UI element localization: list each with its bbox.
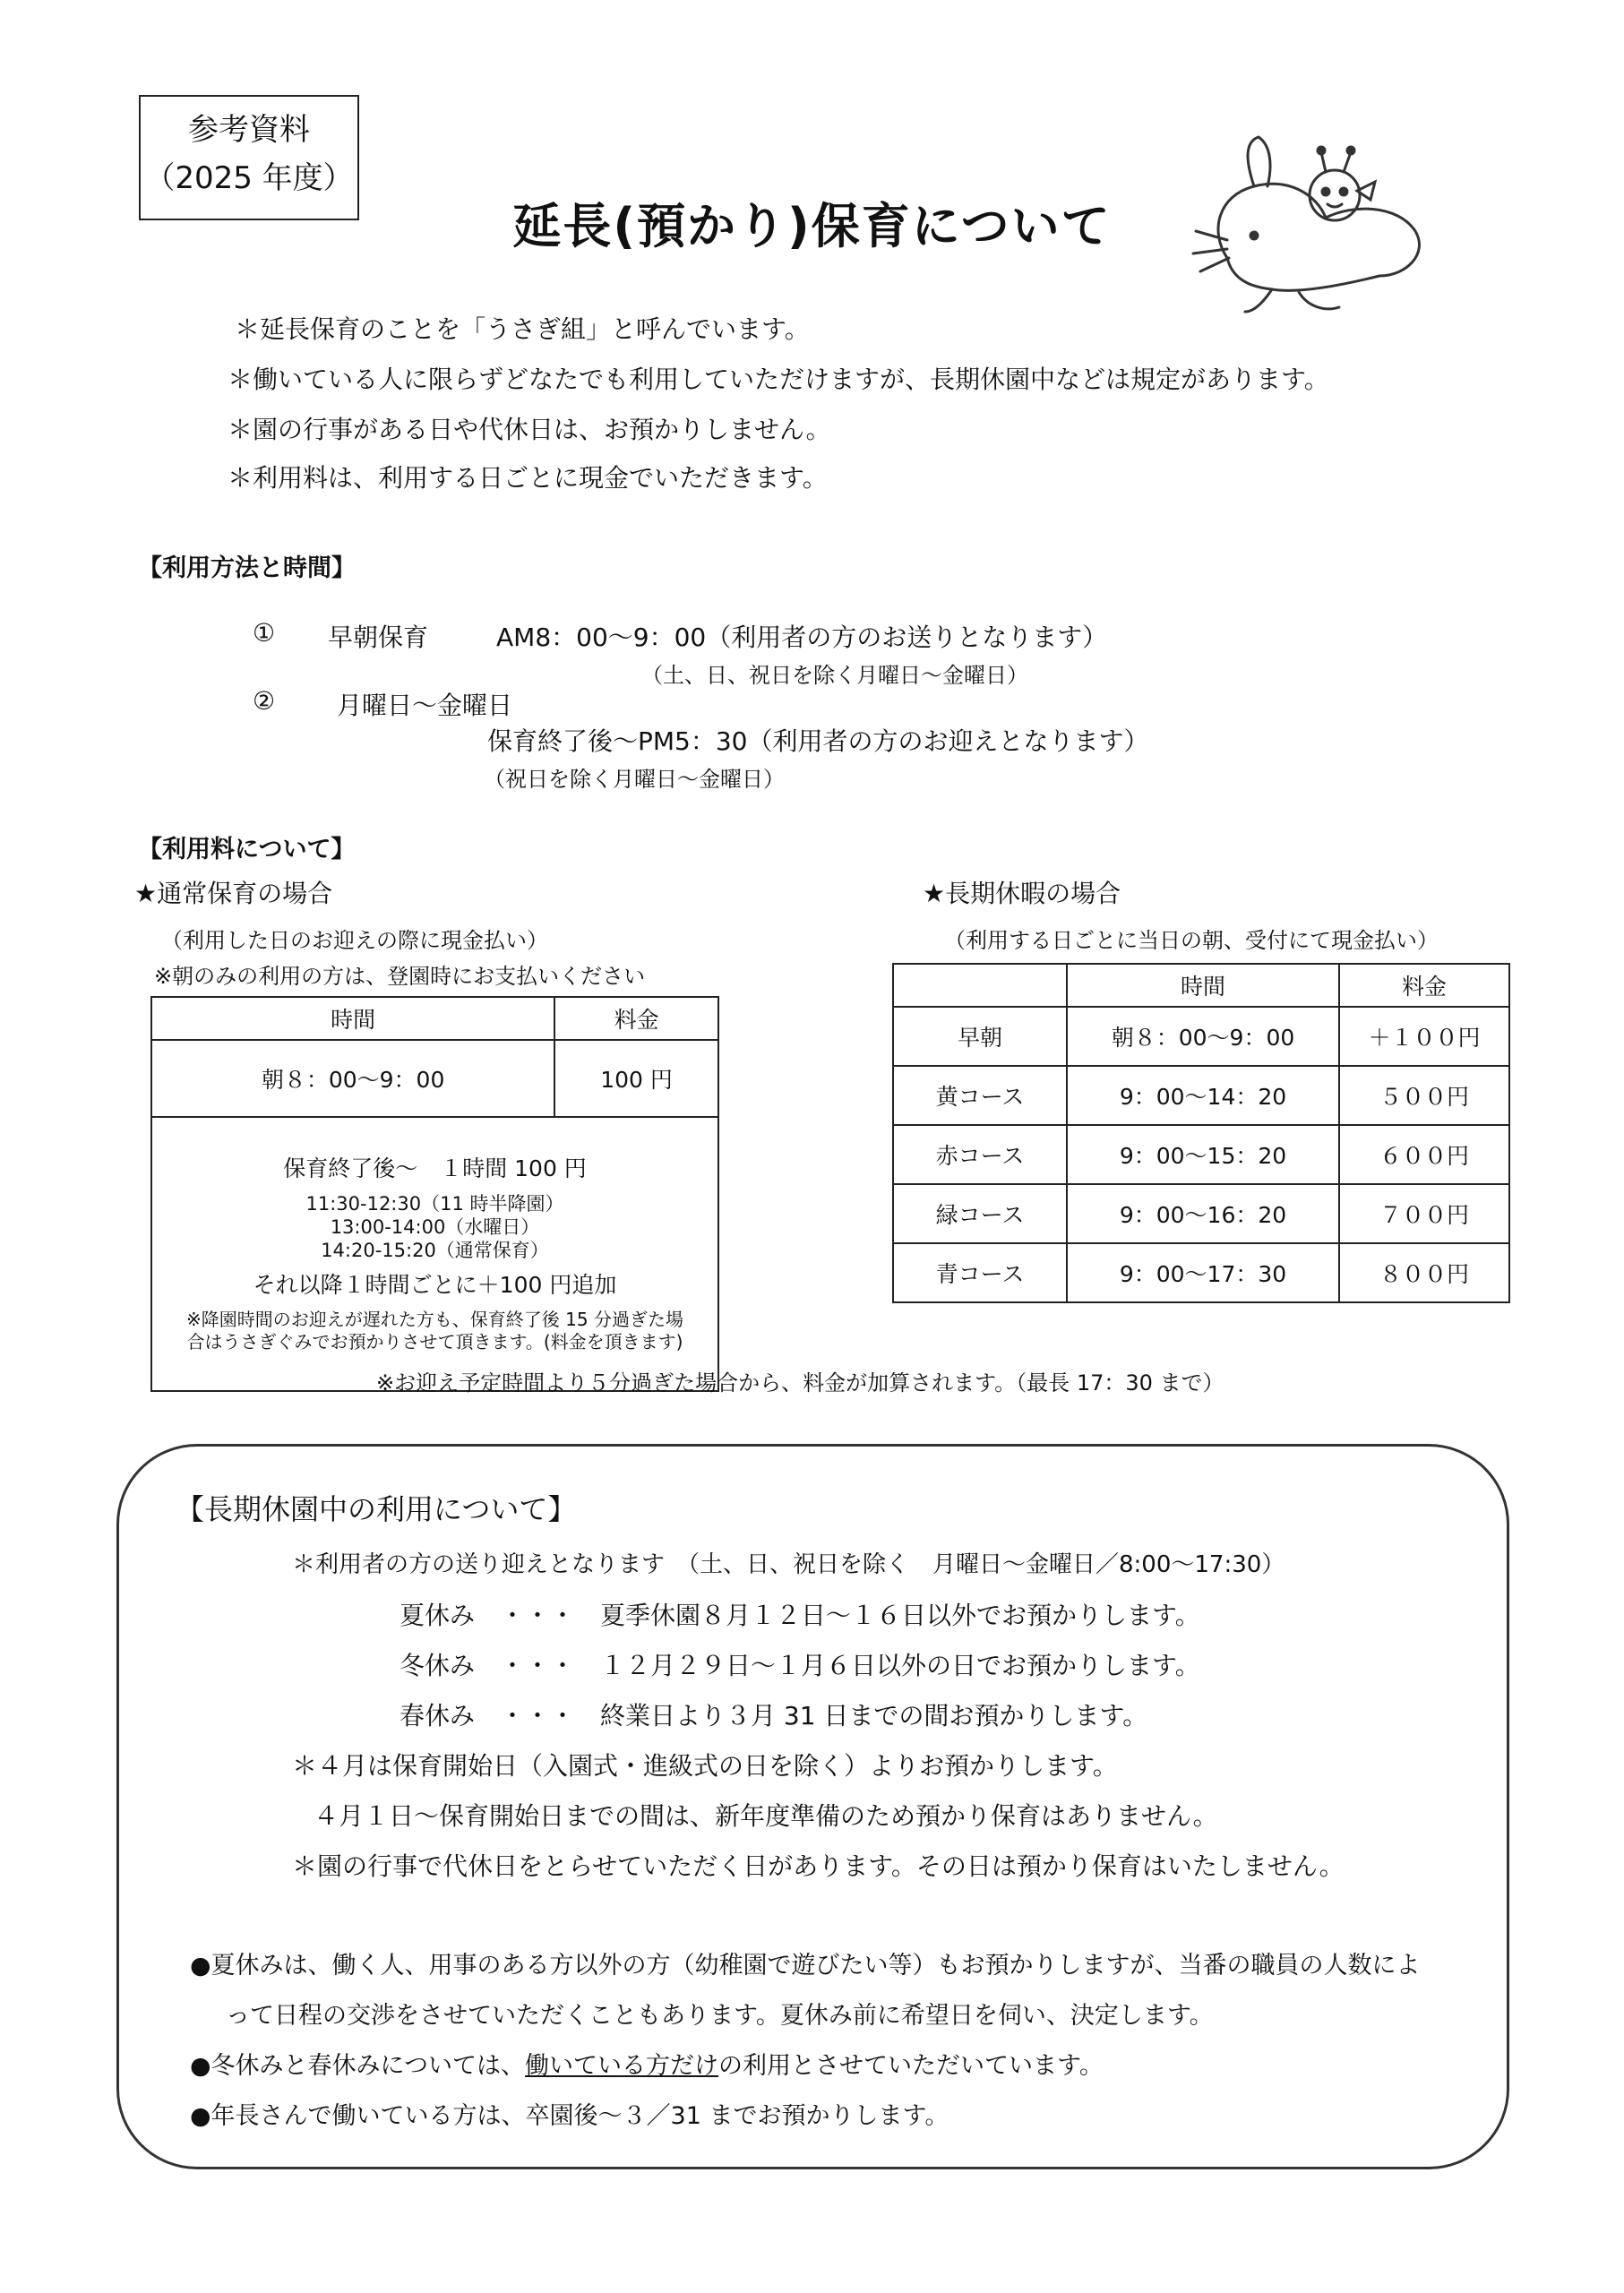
note-4: ＊利用料は、利用する日ごとに現金でいただきます。 (228, 463, 828, 493)
note-1: ＊延長保育のことを「うさぎ組」と呼んでいます。 (235, 314, 810, 344)
course-name: 赤コース (893, 1125, 1067, 1184)
after-hours-slot3: 14:20-15:20（通常保育） (321, 1240, 549, 1262)
table-row (893, 1243, 1509, 1302)
after-hours-rate: 保育終了後～ １時間 100 円 (283, 1155, 587, 1182)
table-row (893, 1125, 1509, 1184)
usage-item2-num: ② (253, 686, 276, 716)
long-fee-sub: （利用する日ごとに当日の朝、受付にて現金払い） (944, 928, 1439, 953)
normal-col-fee: 料金 (554, 997, 718, 1040)
course-time: 9：00～14：20 (1067, 1066, 1339, 1125)
holiday-line1: ＊利用者の方の送り迎えとなります （土、日、祝日を除く 月曜日～金曜日／8:00～17:30） (292, 1551, 1285, 1578)
course-fee: ＋１００円 (1339, 1007, 1509, 1066)
usage-item2-note: （祝日を除く月曜日～金曜日） (484, 767, 785, 792)
holiday-spring: 春休み ・・・ 終業日より３月 31 日までの間お預かりします。 (400, 1701, 1148, 1730)
normal-fee-table (150, 996, 719, 1392)
normal-row1-fee: 100 円 (554, 1040, 718, 1117)
bullet-winter-spring-pre: ●冬休みと春休みについては、 (190, 2052, 526, 2080)
usage-item1-time: AM8：00～9：00（利用者の方のお送りとなります） (496, 623, 1108, 652)
normal-fee-sub2: ※朝のみの利用の方は、登園時にお支払いください (154, 964, 646, 989)
normal-fee-title: ★通常保育の場合 (134, 879, 333, 908)
bullet-winter-spring (190, 2046, 1104, 2081)
late-pickup-note-1: ※降園時間のお迎えが遅れた方も、保育終了後 15 分過ぎた場 (186, 1308, 683, 1330)
fee-footnote: ※お迎え予定時間より５分過ぎた場合から、料金が加算されます。（最長 17：30 まで） (376, 1370, 1224, 1396)
normal-row1-time: 朝８：00～9：00 (151, 1040, 554, 1117)
late-pickup-note-2: 合はうさぎぐみでお預かりさせて頂きます。(料金を頂きます) (186, 1330, 683, 1353)
long-fee-title: ★長期休暇の場合 (923, 879, 1121, 908)
table-row (893, 1066, 1509, 1125)
course-time: 9：00～17：30 (1067, 1243, 1339, 1302)
usage-item1-label: 早朝保育 (328, 623, 429, 652)
holiday-winter: 冬休み ・・・ １２月２９日～１月６日以外の日でお預かりします。 (400, 1651, 1200, 1680)
course-name: 早朝 (893, 1007, 1067, 1066)
after-hours-extra: それ以降１時間ごとに＋100 円追加 (253, 1272, 617, 1299)
note-3: ＊園の行事がある日や代休日は、お預かりしません。 (228, 415, 831, 444)
course-name: 青コース (893, 1243, 1067, 1302)
note-2: ＊働いている人に限らずどなたでも利用していただけますが、長期休園中などは規定があります。 (228, 365, 1329, 394)
long-col-time: 時間 (1067, 964, 1339, 1007)
long-col-name (893, 964, 1067, 1007)
page-title: 延長(預かり)保育について (512, 198, 1112, 254)
course-time: 朝８：00～9：00 (1067, 1007, 1339, 1066)
long-fee-table (892, 963, 1510, 1303)
bullet-summer-a: ●夏休みは、働く人、用事のある方以外の方（幼稚園で遊びたい等）もお預かりしますが、当番の職員の人数によ (190, 1952, 1421, 1980)
reference-label: 参考資料 (188, 112, 310, 148)
after-hours-slot2: 13:00-14:00（水曜日） (330, 1215, 540, 1238)
holiday-april1: ＊４月は保育開始日（入園式・進級式の日を除く）よりお預かりします。 (292, 1751, 1118, 1781)
usage-item1-num: ① (253, 618, 276, 648)
holiday-summer: 夏休み ・・・ 夏季休園８月１２日～１６日以外でお預かりします。 (400, 1601, 1200, 1630)
bullet-winter-spring-post: の利用とさせていただいています。 (718, 2052, 1104, 2080)
holiday-april2: ４月１日～保育開始日までの間は、新年度準備のため預かり保育はありません。 (314, 1801, 1218, 1831)
bullet-summer-b: って日程の交渉をさせていただくこともあります。夏休み前に希望日を伺い、決定します。 (226, 2002, 1214, 2030)
table-row (893, 1007, 1509, 1066)
usage-item2-time: 保育終了後～PM5：30（利用者の方のお迎えとなります） (487, 726, 1149, 756)
course-fee: ７００円 (1339, 1184, 1509, 1243)
course-fee: ８００円 (1339, 1243, 1509, 1302)
bullet-winter-spring-underlined: 働いている方だけ (525, 2052, 719, 2080)
usage-item1-note: （土、日、祝日を除く月曜日～金曜日） (641, 663, 1028, 688)
usage-heading: 【利用方法と時間】 (138, 554, 356, 582)
fees-heading: 【利用料について】 (138, 836, 356, 863)
course-fee: ５００円 (1339, 1066, 1509, 1125)
holiday-heading: 【長期休園中の利用について】 (176, 1492, 577, 1526)
course-time: 9：00～16：20 (1067, 1184, 1339, 1243)
normal-fee-sub1: （利用した日のお迎えの際に現金払い） (161, 928, 548, 953)
bunny-illustration (1191, 133, 1433, 321)
course-time: 9：00～15：20 (1067, 1125, 1339, 1184)
holiday-event: ＊園の行事で代休日をとらせていただく日があります。その日は預かり保育はいたしません。 (292, 1851, 1345, 1881)
normal-col-time: 時間 (151, 997, 554, 1040)
course-name: 黄コース (893, 1066, 1067, 1125)
course-fee: ６００円 (1339, 1125, 1509, 1184)
table-row (893, 1184, 1509, 1243)
reference-year: （2025 年度） (144, 160, 354, 196)
bullet-graduates: ●年長さんで働いている方は、卒園後～３／31 までお預かりします。 (190, 2102, 949, 2130)
long-col-fee: 料金 (1339, 964, 1509, 1007)
usage-item2-label: 月曜日～金曜日 (337, 691, 513, 720)
course-name: 緑コース (893, 1184, 1067, 1243)
after-hours-slot1: 11:30-12:30（11 時半降園） (305, 1192, 564, 1215)
after-hours-cell (151, 1117, 718, 1391)
